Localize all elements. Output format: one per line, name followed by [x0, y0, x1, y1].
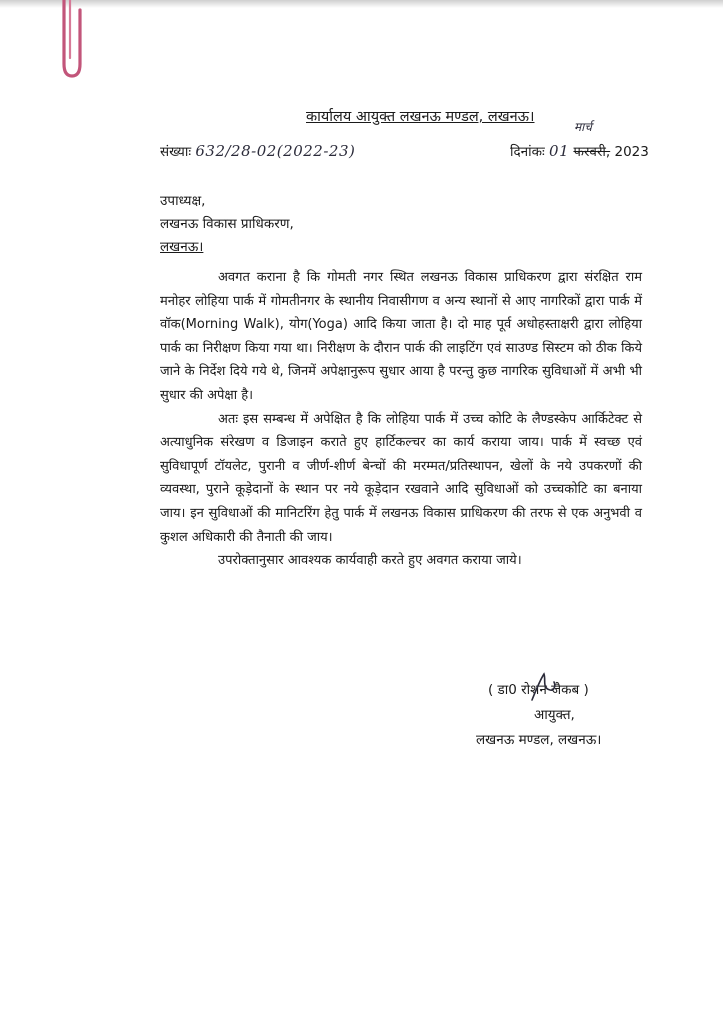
scan-edge-shadow: [0, 0, 723, 8]
addressee-block: [160, 190, 294, 259]
reference-line: [160, 142, 355, 160]
date-month-struck: फरवरी,: [573, 144, 611, 160]
date-month-handwritten: मार्च: [574, 120, 592, 134]
signatory-office: लखनऊ मण्डल, लखनऊ।: [476, 732, 602, 748]
signature-block: [476, 678, 601, 753]
signatory-name: ( डा0 रोशन जैकब ): [488, 682, 589, 698]
date-line: [510, 142, 649, 160]
date-label: दिनांकः: [510, 144, 545, 160]
office-heading: कार्यालय आयुक्त लखनऊ मण्डल, लखनऊ।: [306, 109, 535, 125]
date-day: 01: [549, 142, 570, 160]
addressee-line-2: लखनऊ विकास प्राधिकरण,: [160, 216, 294, 232]
paperclip-icon: [54, 0, 90, 82]
paragraph-1: अवगत कराना है कि गोमती नगर स्थित लखनऊ विकास प्राधिकरण द्वारा संरक्षित राम मनोहर लोहिया पार्क में गोमतीनगर के स्थानीय निवासीगण व अन्य स्थानों से आए नागरिकों द्वारा पार्क में वॉक(Morning Walk), योग(Yoga) आदि किया जाता है। दो माह पूर्व अधोहस्ताक्षरी द्वारा लोहिया पार्क का निरीक्षण किया गया था। निरीक्षण के दौरान पार्क की लाइटिंग एवं साउण्ड सिस्टम को ठीक किये जाने के निर्देश दिये गये थे, जिनमें अपेक्षानुरूप सुधार आया है परन्तु कुछ नागरिक सुविधाओं में अभी भी सुधार की अपेक्षा है।: [160, 270, 642, 403]
addressee-line-1: उपाध्यक्ष,: [160, 193, 206, 209]
paragraph-2: अतः इस सम्बन्ध में अपेक्षित है कि लोहिया पार्क में उच्च कोटि के लैण्डस्केप आर्किटेक्ट से अत्याधुनिक संरेखण व डिजाइन कराते हुए हार्टिकल्चर का कार्य कराया जाय। पार्क में स्वच्छ एवं सुविधापूर्ण टॉयलेट, पुरानी व जीर्ण-शीर्ण बेन्चों की मरम्मत/प्रतिस्थापन, खेलों के नये उपकरणों की व्यवस्था, पुराने कूड़ेदानों के स्थान पर नये कूड़ेदान रखवाने आदि सुविधाओं को उच्चकोटि का बनाया जाय। इन सुविधाओं की मानिटरिंग हेतु पार्क में लखनऊ विकास प्राधिकरण की तरफ से एक अनुभवी व कुशल अधिकारी की तैनाती की जाय।: [160, 411, 642, 545]
reference-number: 632/28-02(2022-23): [195, 142, 356, 160]
reference-label: संख्याः: [160, 144, 192, 160]
date-year: 2023: [614, 144, 649, 160]
addressee-line-3: लखनऊ।: [160, 239, 204, 255]
signatory-designation: आयुक्त,: [534, 707, 575, 723]
signature-scribble-icon: [528, 670, 558, 704]
letter-body: [160, 266, 642, 573]
paragraph-3: उपरोक्तानुसार आवश्यक कार्यवाही करते हुए अवगत कराया जाये।: [218, 553, 522, 569]
